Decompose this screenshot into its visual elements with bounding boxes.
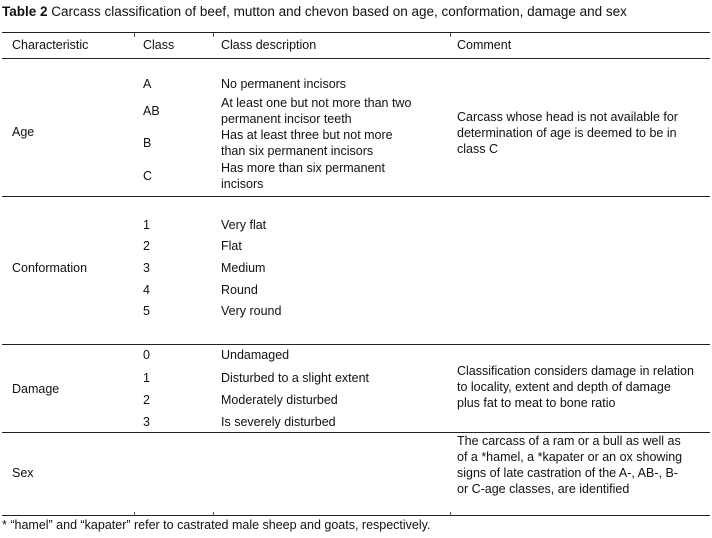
description-cell: Very flat — [221, 218, 267, 232]
description-cell: At least one but not more than two permanent incisor teeth — [221, 96, 412, 126]
characteristic-age: Age — [12, 125, 35, 139]
column-tick — [134, 512, 135, 516]
description-cell: Undamaged — [221, 348, 290, 362]
class-cell: 2 — [143, 393, 150, 407]
description-cell: Medium — [221, 261, 266, 275]
table-number: Table 2 — [2, 4, 48, 19]
header-comment: Comment — [457, 38, 512, 52]
class-cell: 3 — [143, 415, 150, 429]
description-cell: Disturbed to a slight extent — [221, 371, 369, 385]
class-cell: 0 — [143, 348, 150, 362]
description-cell: Is severely disturbed — [221, 415, 336, 429]
table-footnote: * “hamel” and “kapater” refer to castrated male sheep and goats, respectively. — [2, 518, 431, 532]
section-rule — [2, 196, 710, 197]
class-cell: 3 — [143, 261, 150, 275]
description-cell: Very round — [221, 304, 282, 318]
table-title — [2, 4, 627, 20]
description-cell: Flat — [221, 239, 242, 253]
class-cell: C — [143, 169, 153, 183]
characteristic-sex: Sex — [12, 466, 34, 480]
column-tick — [450, 512, 451, 516]
header-characteristic: Characteristic — [12, 38, 89, 52]
table-caption: Carcass classification of beef, mutton and chevon based on age, conformation, damage and sex — [51, 4, 627, 19]
section-rule — [2, 344, 710, 345]
class-cell: 4 — [143, 283, 150, 297]
class-cell: 5 — [143, 304, 150, 318]
header-class-description: Class description — [221, 38, 317, 52]
characteristic-conformation: Conformation — [12, 261, 88, 275]
description-cell: Has more than six permanent incisors — [221, 161, 385, 191]
bottom-rule — [2, 515, 710, 516]
class-cell: 1 — [143, 218, 150, 232]
header-class: Class — [143, 38, 175, 52]
header-rule — [2, 58, 710, 59]
description-cell: Moderately disturbed — [221, 393, 338, 407]
class-cell: B — [143, 136, 152, 150]
characteristic-damage: Damage — [12, 382, 60, 396]
column-tick — [134, 33, 135, 37]
top-rule — [2, 32, 710, 33]
class-cell: AB — [143, 104, 160, 118]
column-tick — [213, 512, 214, 516]
description-cell: Round — [221, 283, 258, 297]
column-tick — [213, 33, 214, 37]
comment-cell: Classification considers damage in relation to locality, extent and depth of damage plus fat to meat to bone ratio — [457, 364, 694, 410]
comment-cell: The carcass of a ram or a bull as well as of a *hamel, a *kapater or an ox showing signs of late castration of the A-, AB-, B- or C-age classes, are identified — [457, 434, 683, 496]
description-cell: No permanent incisors — [221, 77, 347, 91]
class-cell: 2 — [143, 239, 150, 253]
description-cell: Has at least three but not more than six permanent incisors — [221, 128, 393, 158]
class-cell: 1 — [143, 371, 150, 385]
column-tick — [450, 33, 451, 37]
class-cell: A — [143, 77, 152, 91]
comment-cell: Carcass whose head is not available for determination of age is deemed to be in class C — [457, 110, 678, 156]
